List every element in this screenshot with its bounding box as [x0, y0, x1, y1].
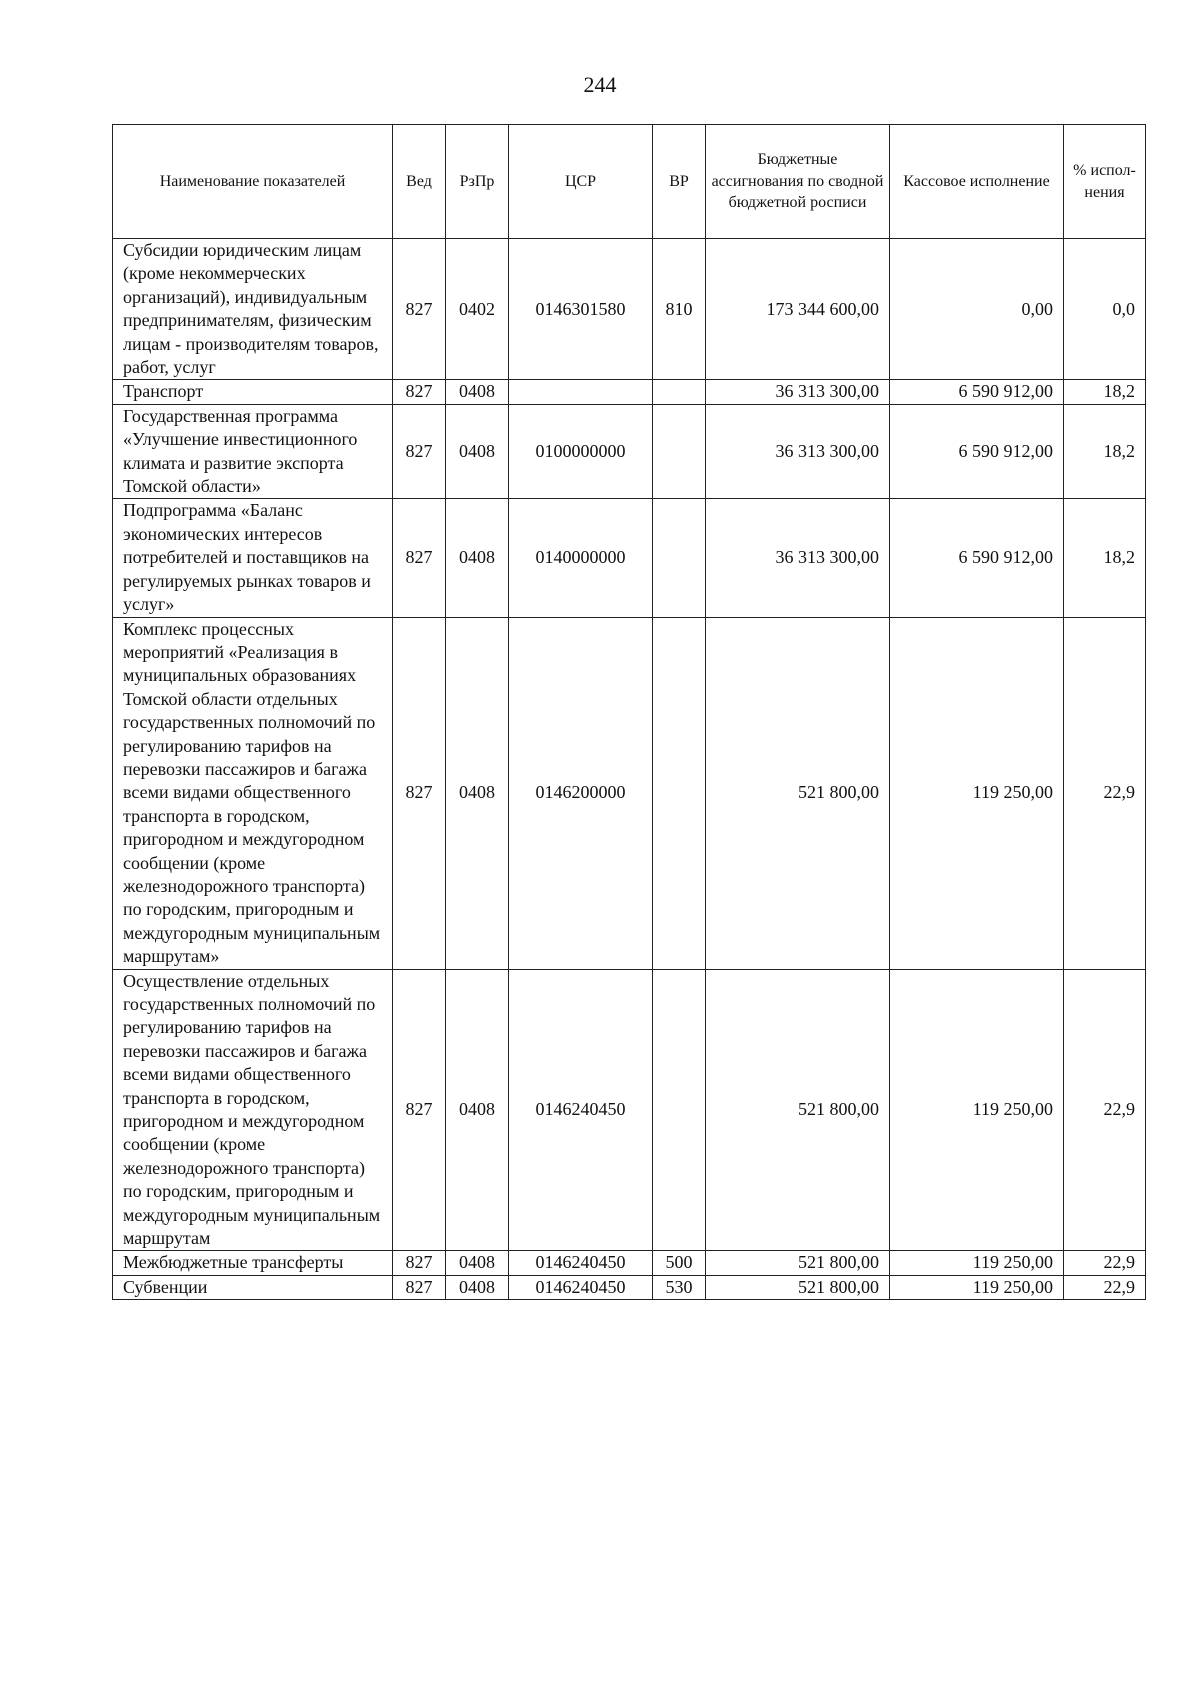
row-percent: 22,9 — [1064, 617, 1146, 969]
row-cash: 6 590 912,00 — [890, 404, 1064, 499]
row-ved: 827 — [393, 1275, 446, 1299]
row-vr — [653, 969, 706, 1251]
table-row — [113, 1251, 1146, 1275]
row-rzpr: 0408 — [446, 969, 509, 1251]
table-row — [113, 380, 1146, 404]
row-percent: 22,9 — [1064, 1275, 1146, 1299]
row-csr — [509, 380, 653, 404]
row-rzpr: 0402 — [446, 239, 509, 380]
row-ved: 827 — [393, 617, 446, 969]
row-name: Осуществление отдельных государственных полномочий по регулированию тарифов на перевозки пассажиров и багажа всеми видами общественного транспорта в городском, пригородном и междугородном сообщении (кроме железнодорожного транспорта) по городским, пригородным и междугородным муниципальным маршрутам — [113, 969, 393, 1251]
row-percent: 22,9 — [1064, 969, 1146, 1251]
header-name: Наименование показателей — [113, 125, 393, 239]
row-percent: 0,0 — [1064, 239, 1146, 380]
row-csr: 0146200000 — [509, 617, 653, 969]
row-vr — [653, 404, 706, 499]
row-percent: 18,2 — [1064, 380, 1146, 404]
header-cash: Кассовое исполнение — [890, 125, 1064, 239]
row-cash: 119 250,00 — [890, 1275, 1064, 1299]
row-ved: 827 — [393, 404, 446, 499]
row-cash: 119 250,00 — [890, 969, 1064, 1251]
row-ved: 827 — [393, 969, 446, 1251]
row-budget: 36 313 300,00 — [706, 380, 890, 404]
row-rzpr: 0408 — [446, 617, 509, 969]
row-name: Государственная программа «Улучшение инвестиционного климата и развитие экспорта Томской области» — [113, 404, 393, 499]
row-rzpr: 0408 — [446, 1251, 509, 1275]
row-budget: 521 800,00 — [706, 1251, 890, 1275]
row-percent: 18,2 — [1064, 404, 1146, 499]
row-ved: 827 — [393, 239, 446, 380]
row-vr — [653, 380, 706, 404]
row-csr: 0140000000 — [509, 499, 653, 617]
row-percent: 18,2 — [1064, 499, 1146, 617]
row-name: Комплекс процессных мероприятий «Реализация в муниципальных образованиях Томской области отдельных государственных полномочий по регулированию тарифов на перевозки пассажиров и багажа всеми видами общественного транспорта в городском, пригородном и междугородном сообщении (кроме железнодорожного транспорта) по городским, пригородным и междугородным муниципальным маршрутам» — [113, 617, 393, 969]
row-name: Транспорт — [113, 380, 393, 404]
table-header-row — [113, 125, 1146, 239]
table-row — [113, 969, 1146, 1251]
header-rzpr: РзПр — [446, 125, 509, 239]
row-name: Межбюджетные трансферты — [113, 1251, 393, 1275]
header-vr: ВР — [653, 125, 706, 239]
row-vr: 530 — [653, 1275, 706, 1299]
row-csr: 0146240450 — [509, 1275, 653, 1299]
row-csr: 0146301580 — [509, 239, 653, 380]
row-vr — [653, 617, 706, 969]
row-budget: 521 800,00 — [706, 1275, 890, 1299]
row-csr: 0146240450 — [509, 1251, 653, 1275]
row-cash: 119 250,00 — [890, 617, 1064, 969]
row-cash: 0,00 — [890, 239, 1064, 380]
row-cash: 119 250,00 — [890, 1251, 1064, 1275]
table-row — [113, 404, 1146, 499]
row-vr: 810 — [653, 239, 706, 380]
row-name: Подпрограмма «Баланс экономических интересов потребителей и поставщиков на регулируемых рынках товаров и услуг» — [113, 499, 393, 617]
table-row — [113, 617, 1146, 969]
row-rzpr: 0408 — [446, 404, 509, 499]
row-rzpr: 0408 — [446, 380, 509, 404]
row-ved: 827 — [393, 1251, 446, 1275]
row-name: Субвенции — [113, 1275, 393, 1299]
row-name: Субсидии юридическим лицам (кроме некоммерческих организаций), индивидуальным предпринимателям, физическим лицам - производителям товаров, работ, услуг — [113, 239, 393, 380]
row-ved: 827 — [393, 380, 446, 404]
header-csr: ЦСР — [509, 125, 653, 239]
table-row — [113, 1275, 1146, 1299]
row-csr: 0146240450 — [509, 969, 653, 1251]
row-vr — [653, 499, 706, 617]
table-row — [113, 499, 1146, 617]
row-percent: 22,9 — [1064, 1251, 1146, 1275]
row-rzpr: 0408 — [446, 499, 509, 617]
table-row — [113, 239, 1146, 380]
row-rzpr: 0408 — [446, 1275, 509, 1299]
header-budget: Бюджетные ассигнования по сводной бюджетной росписи — [706, 125, 890, 239]
row-budget: 521 800,00 — [706, 617, 890, 969]
row-ved: 827 — [393, 499, 446, 617]
header-ved: Вед — [393, 125, 446, 239]
header-percent: % испол-нения — [1064, 125, 1146, 239]
row-cash: 6 590 912,00 — [890, 499, 1064, 617]
budget-execution-table — [112, 124, 1146, 1300]
page-number: 244 — [583, 72, 617, 97]
row-vr: 500 — [653, 1251, 706, 1275]
row-budget: 36 313 300,00 — [706, 404, 890, 499]
row-budget: 36 313 300,00 — [706, 499, 890, 617]
row-budget: 173 344 600,00 — [706, 239, 890, 380]
row-cash: 6 590 912,00 — [890, 380, 1064, 404]
row-budget: 521 800,00 — [706, 969, 890, 1251]
row-csr: 0100000000 — [509, 404, 653, 499]
